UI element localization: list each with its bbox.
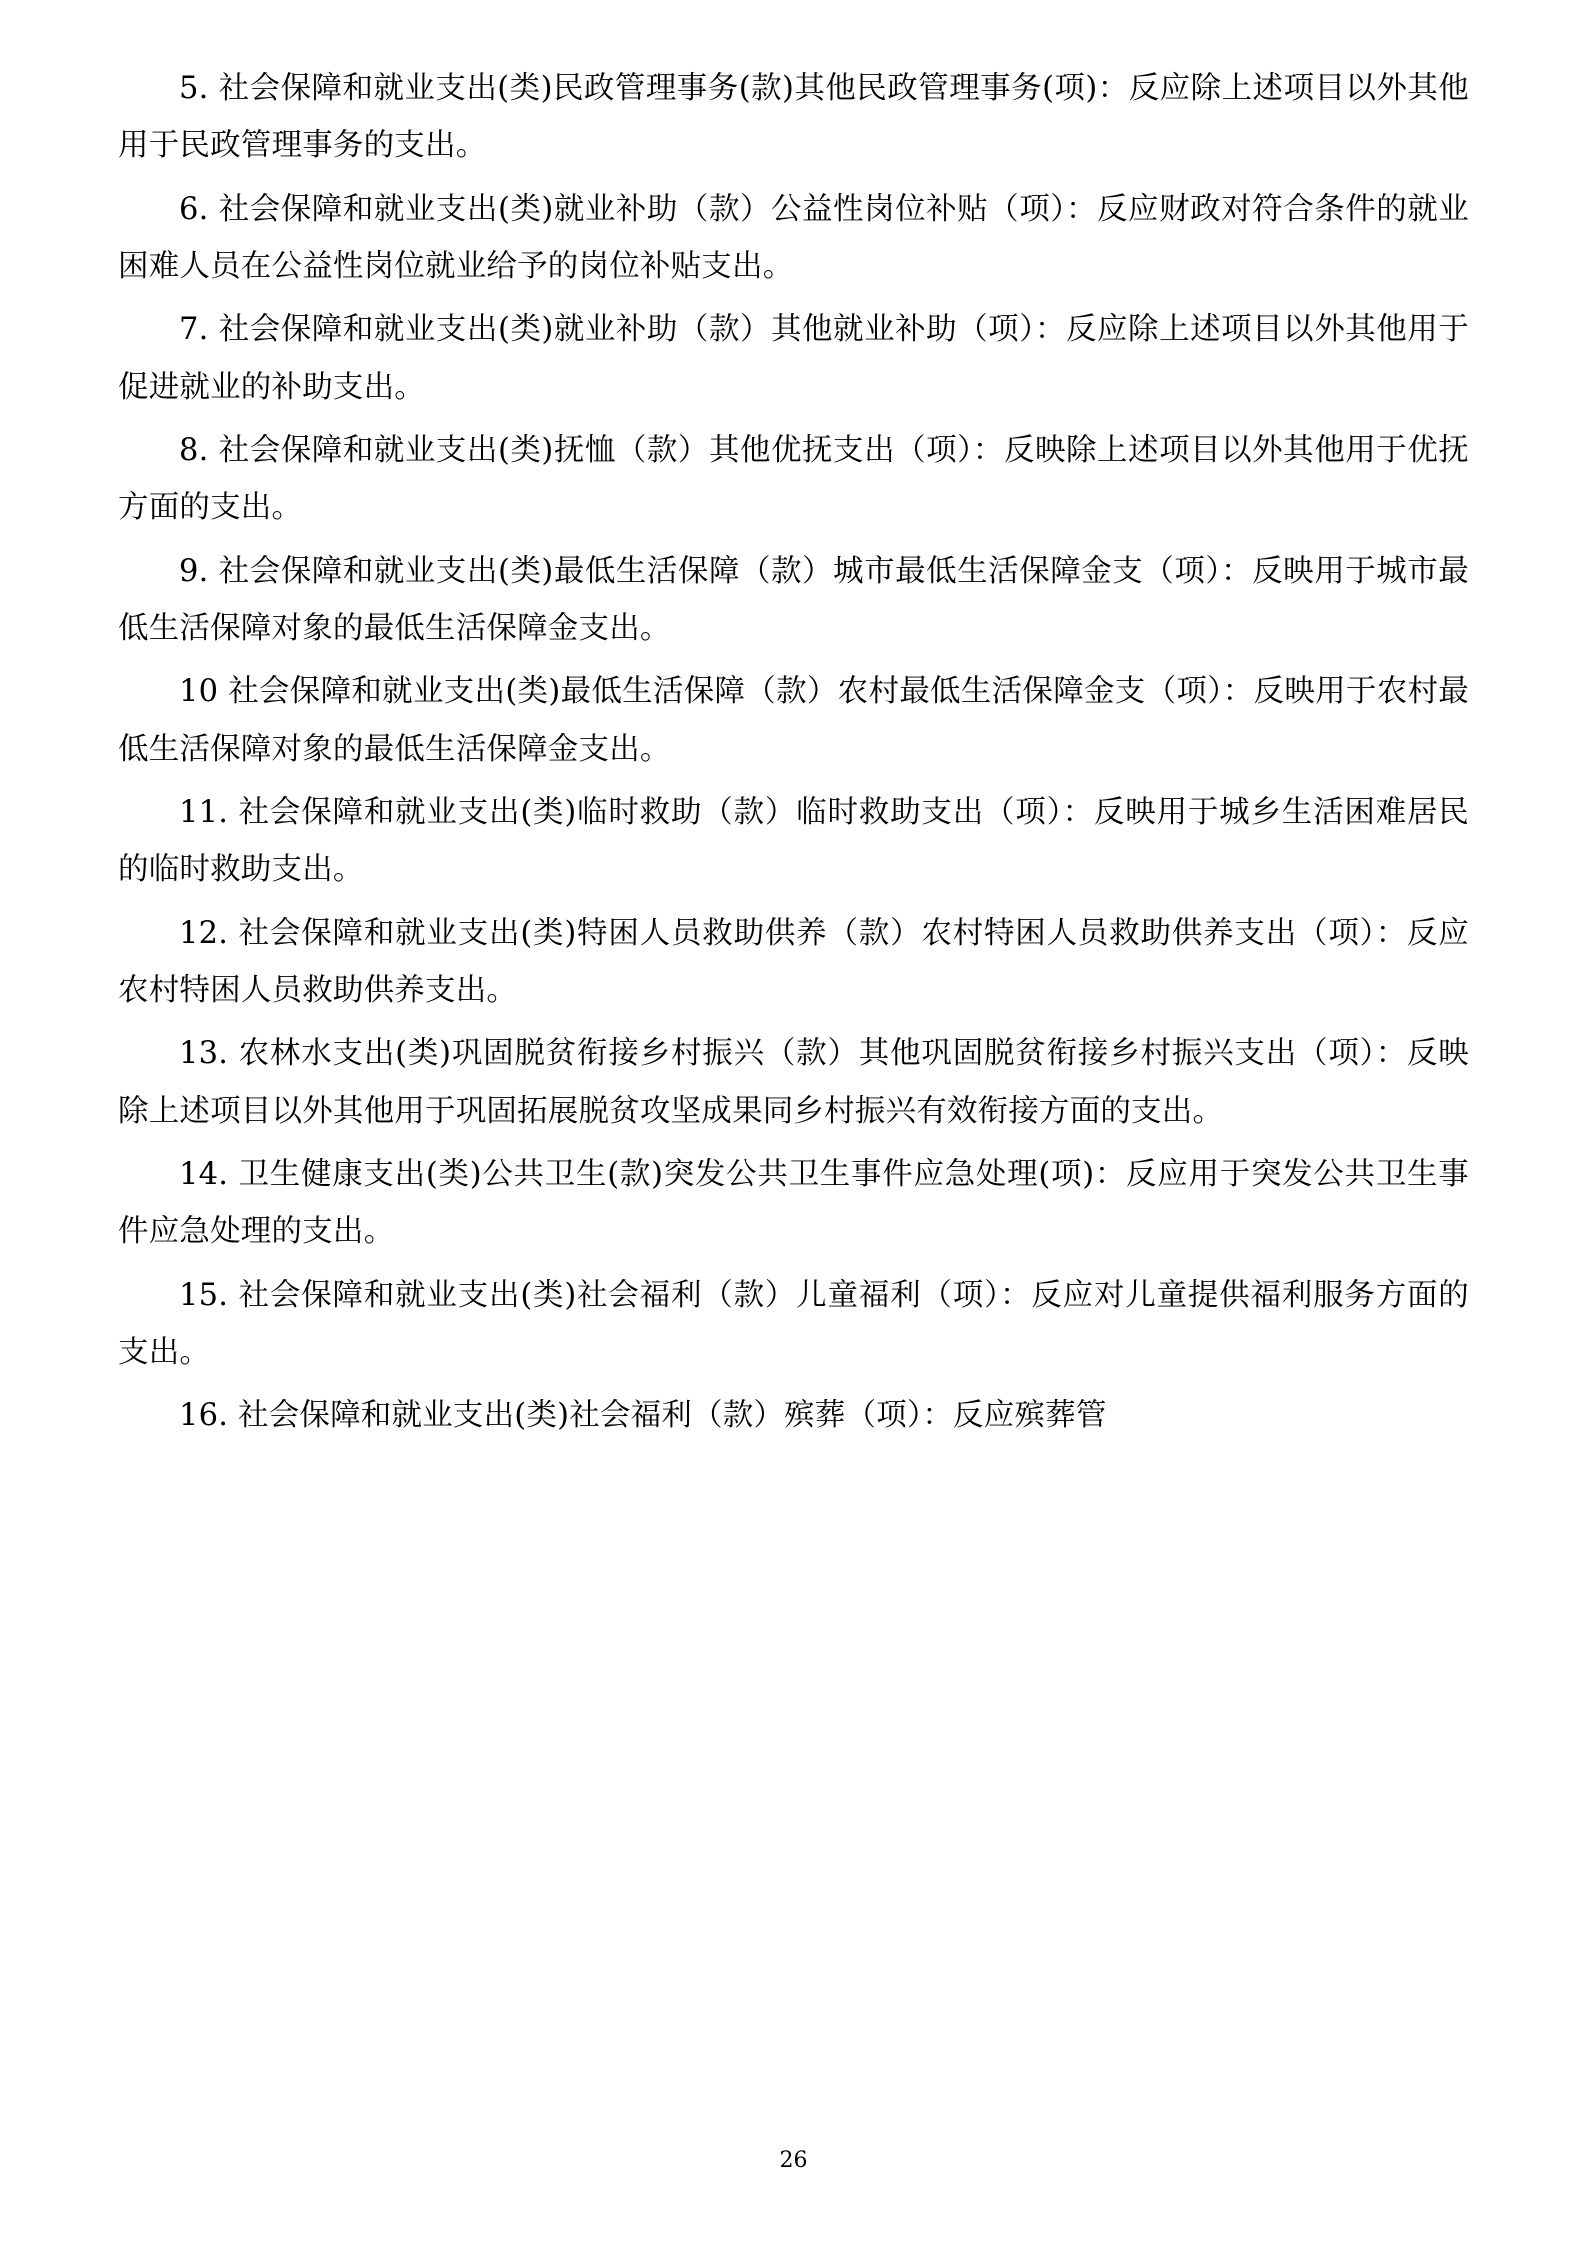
paragraph: 12. 社会保障和就业支出(类)特困人员救助供养（款）农村特困人员救助供养支出（项）：反应农村特困人员救助供养支出。 (118, 915, 1469, 1008)
paragraph: 6. 社会保障和就业支出(类)就业补助（款）公益性岗位补贴（项）：反应财政对符合条件的就业困难人员在公益性岗位就业给予的岗位补贴支出。 (118, 191, 1469, 284)
paragraph: 9. 社会保障和就业支出(类)最低生活保障（款）城市最低生活保障金支（项）：反映用于城市最低生活保障对象的最低生活保障金支出。 (118, 553, 1469, 646)
paragraph: 10 社会保障和就业支出(类)最低生活保障（款）农村最低生活保障金支（项）：反映用于农村最低生活保障对象的最低生活保障金支出。 (118, 674, 1469, 767)
paragraph: 13. 农林水支出(类)巩固脱贫衔接乡村振兴（款）其他巩固脱贫衔接乡村振兴支出（项）：反映除上述项目以外其他用于巩固拓展脱贫攻坚成果同乡村振兴有效衔接方面的支出。 (118, 1036, 1469, 1129)
paragraph: 11. 社会保障和就业支出(类)临时救助（款）临时救助支出（项）：反映用于城乡生活困难居民的临时救助支出。 (118, 794, 1469, 888)
paragraph: 5. 社会保障和就业支出(类)民政管理事务(款)其他民政管理事务(项)：反应除上述项目以外其他用于民政管理事务的支出。 (118, 71, 1469, 164)
paragraph: 15. 社会保障和就业支出(类)社会福利（款）儿童福利（项）：反应对儿童提供福利服务方面的支出。 (118, 1277, 1469, 1370)
paragraph: 7. 社会保障和就业支出(类)就业补助（款）其他就业补助（项）：反应除上述项目以外其他用于促进就业的补助支出。 (118, 312, 1469, 405)
page-number: 26 (779, 2148, 808, 2173)
paragraph: 16. 社会保障和就业支出(类)社会福利（款）殡葬（项）：反应殡葬管 (179, 1398, 1107, 1434)
paragraph: 8. 社会保障和就业支出(类)抚恤（款）其他优抚支出（项）：反映除上述项目以外其他用于优抚方面的支出。 (118, 432, 1469, 526)
document-body (118, 60, 1469, 1451)
paragraph: 14. 卫生健康支出(类)公共卫生(款)突发公共卫生事件应急处理(项)：反应用于突发公共卫生事件应急处理的支出。 (118, 1156, 1469, 1250)
